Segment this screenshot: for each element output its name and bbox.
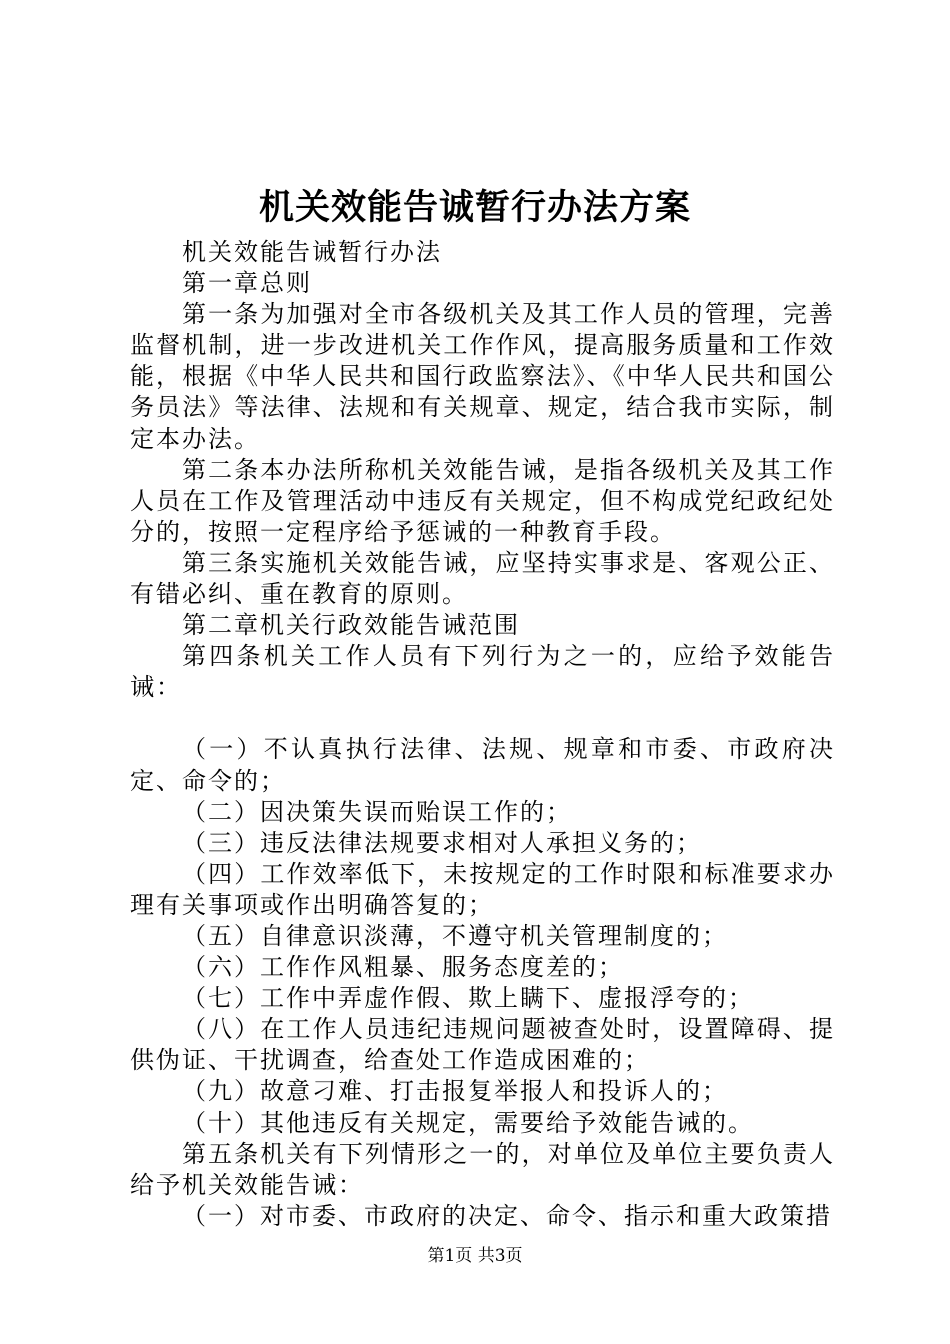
paragraph-item-2: （二）因决策失误而贻误工作的； [182, 797, 572, 826]
document-title: 机关效能告诚暂行办法方案 [258, 187, 691, 228]
paragraph-article-5: 第五条机关有下列情形之一的，对单位及单位主要负责人给予机关效能告诫： [130, 1139, 835, 1199]
paragraph-subtitle: 机关效能告诫暂行办法 [182, 238, 442, 266]
paragraph-article-1: 第一条为加强对全市各级机关及其工作人员的管理，完善监督机制，进一步改进机关工作作风，提高服务质量和工作效能，根据《中华人民共和国行政监察法》、《中华人民共和国公务员法》等法律、法规和有关规章、规定，结合我市实际，制定本办法。 [130, 300, 835, 453]
paragraph-item-5: （五）自律意识淡薄，不遵守机关管理制度的； [182, 921, 728, 950]
paragraph-item-10: （十）其他违反有关规定，需要给予效能告诫的。 [182, 1108, 754, 1137]
paragraph-chapter-2: 第二章机关行政效能告诫范围 [182, 611, 520, 640]
document-body [130, 237, 835, 1232]
paragraph-item-3: （三）违反法律法规要求相对人承担义务的； [182, 828, 702, 857]
paragraph-article-2: 第二条本办法所称机关效能告诫，是指各级机关及其工作人员在工作及管理活动中违反有关规定，但不构成党纪政纪处分的，按照一定程序给予惩诫的一种教育手段。 [130, 455, 835, 546]
paragraph-item-7: （七）工作中弄虚作假、欺上瞒下、虚报浮夸的； [182, 984, 754, 1013]
paragraph-item-9: （九）故意刁难、打击报复举报人和投诉人的； [182, 1077, 728, 1106]
paragraph-article-5-item-1: （一）对市委、市政府的决定、命令、指示和重大政策措 [182, 1201, 832, 1230]
paragraph-chapter-1: 第一章总则 [182, 269, 312, 298]
paragraph-item-8: （八）在工作人员违纪违规问题被查处时，设置障碍、提供伪证、干扰调查，给查处工作造成困难的； [130, 1015, 835, 1075]
paragraph-article-3: 第三条实施机关效能告诫，应坚持实事求是、客观公正、有错必纠、重在教育的原则。 [130, 548, 835, 609]
paragraph-item-6: （六）工作作风粗暴、服务态度差的； [182, 953, 624, 982]
paragraph-item-4: （四）工作效率低下，未按规定的工作时限和标准要求办理有关事项或作出明确答复的； [130, 859, 835, 919]
paragraph-article-4: 第四条机关工作人员有下列行为之一的，应给予效能告诫： [130, 642, 835, 702]
paragraph-item-1: （一）不认真执行法律、法规、规章和市委、市政府决定、命令的； [130, 735, 835, 795]
page-footer: 第1页 共3页 [427, 1246, 523, 1266]
